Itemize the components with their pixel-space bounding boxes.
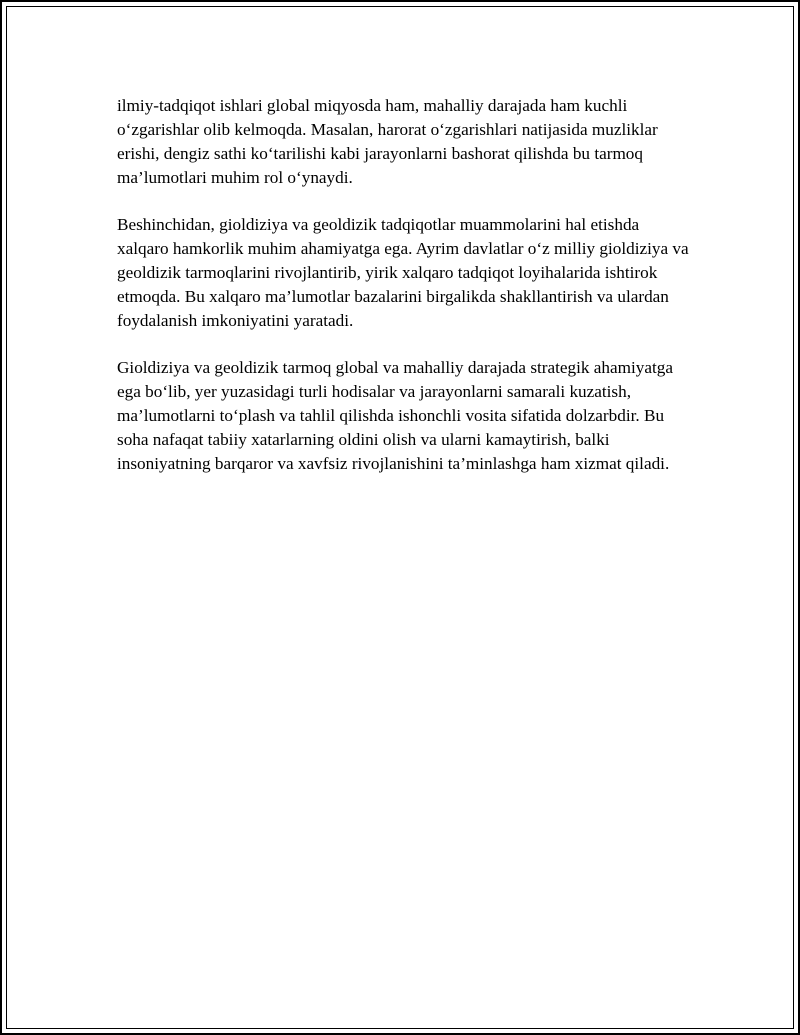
paragraph-2: Beshinchidan, gioldiziya va geoldizik tadqiqotlar muammolarini hal etishda xalqaro hamkorlik muhim ahamiyatga ega. Ayrim davlatlar o‘z milliy gioldiziya va geoldizik tarmoqlarini rivojlantirib, yirik xalqaro tadqiqot loyihalarida ishtirok etmoqda. Bu xalqaro ma’lumotlar bazalarini birgalikda shakllantirish va ulardan foydalanish imkoniyatini yaratadi.	[117, 215, 689, 330]
document-body	[117, 94, 692, 499]
paragraph-1: ilmiy-tadqiqot ishlari global miqyosda ham, mahalliy darajada ham kuchli o‘zgarishlar olib kelmoqda. Masalan, harorat o‘zgarishlari natijasida muzliklar erishi, dengiz sathi ko‘tarilishi kabi jarayonlarni bashorat qilishda bu tarmoq ma’lumotlari muhim rol o‘ynaydi.	[117, 96, 658, 187]
paragraph-3: Gioldiziya va geoldizik tarmoq global va mahalliy darajada strategik ahamiyatga ega bo‘lib, yer yuzasidagi turli hodisalar va jarayonlarni samarali kuzatish, ma’lumotlarni to‘plash va tahlil qilishda ishonchli vosita sifatida dolzarbdir. Bu soha nafaqat tabiiy xatarlarning oldini olish va ularni kamaytirish, balki insoniyatning barqaror va xavfsiz rivojlanishini ta’minlashga ham xizmat qiladi.	[117, 358, 674, 473]
